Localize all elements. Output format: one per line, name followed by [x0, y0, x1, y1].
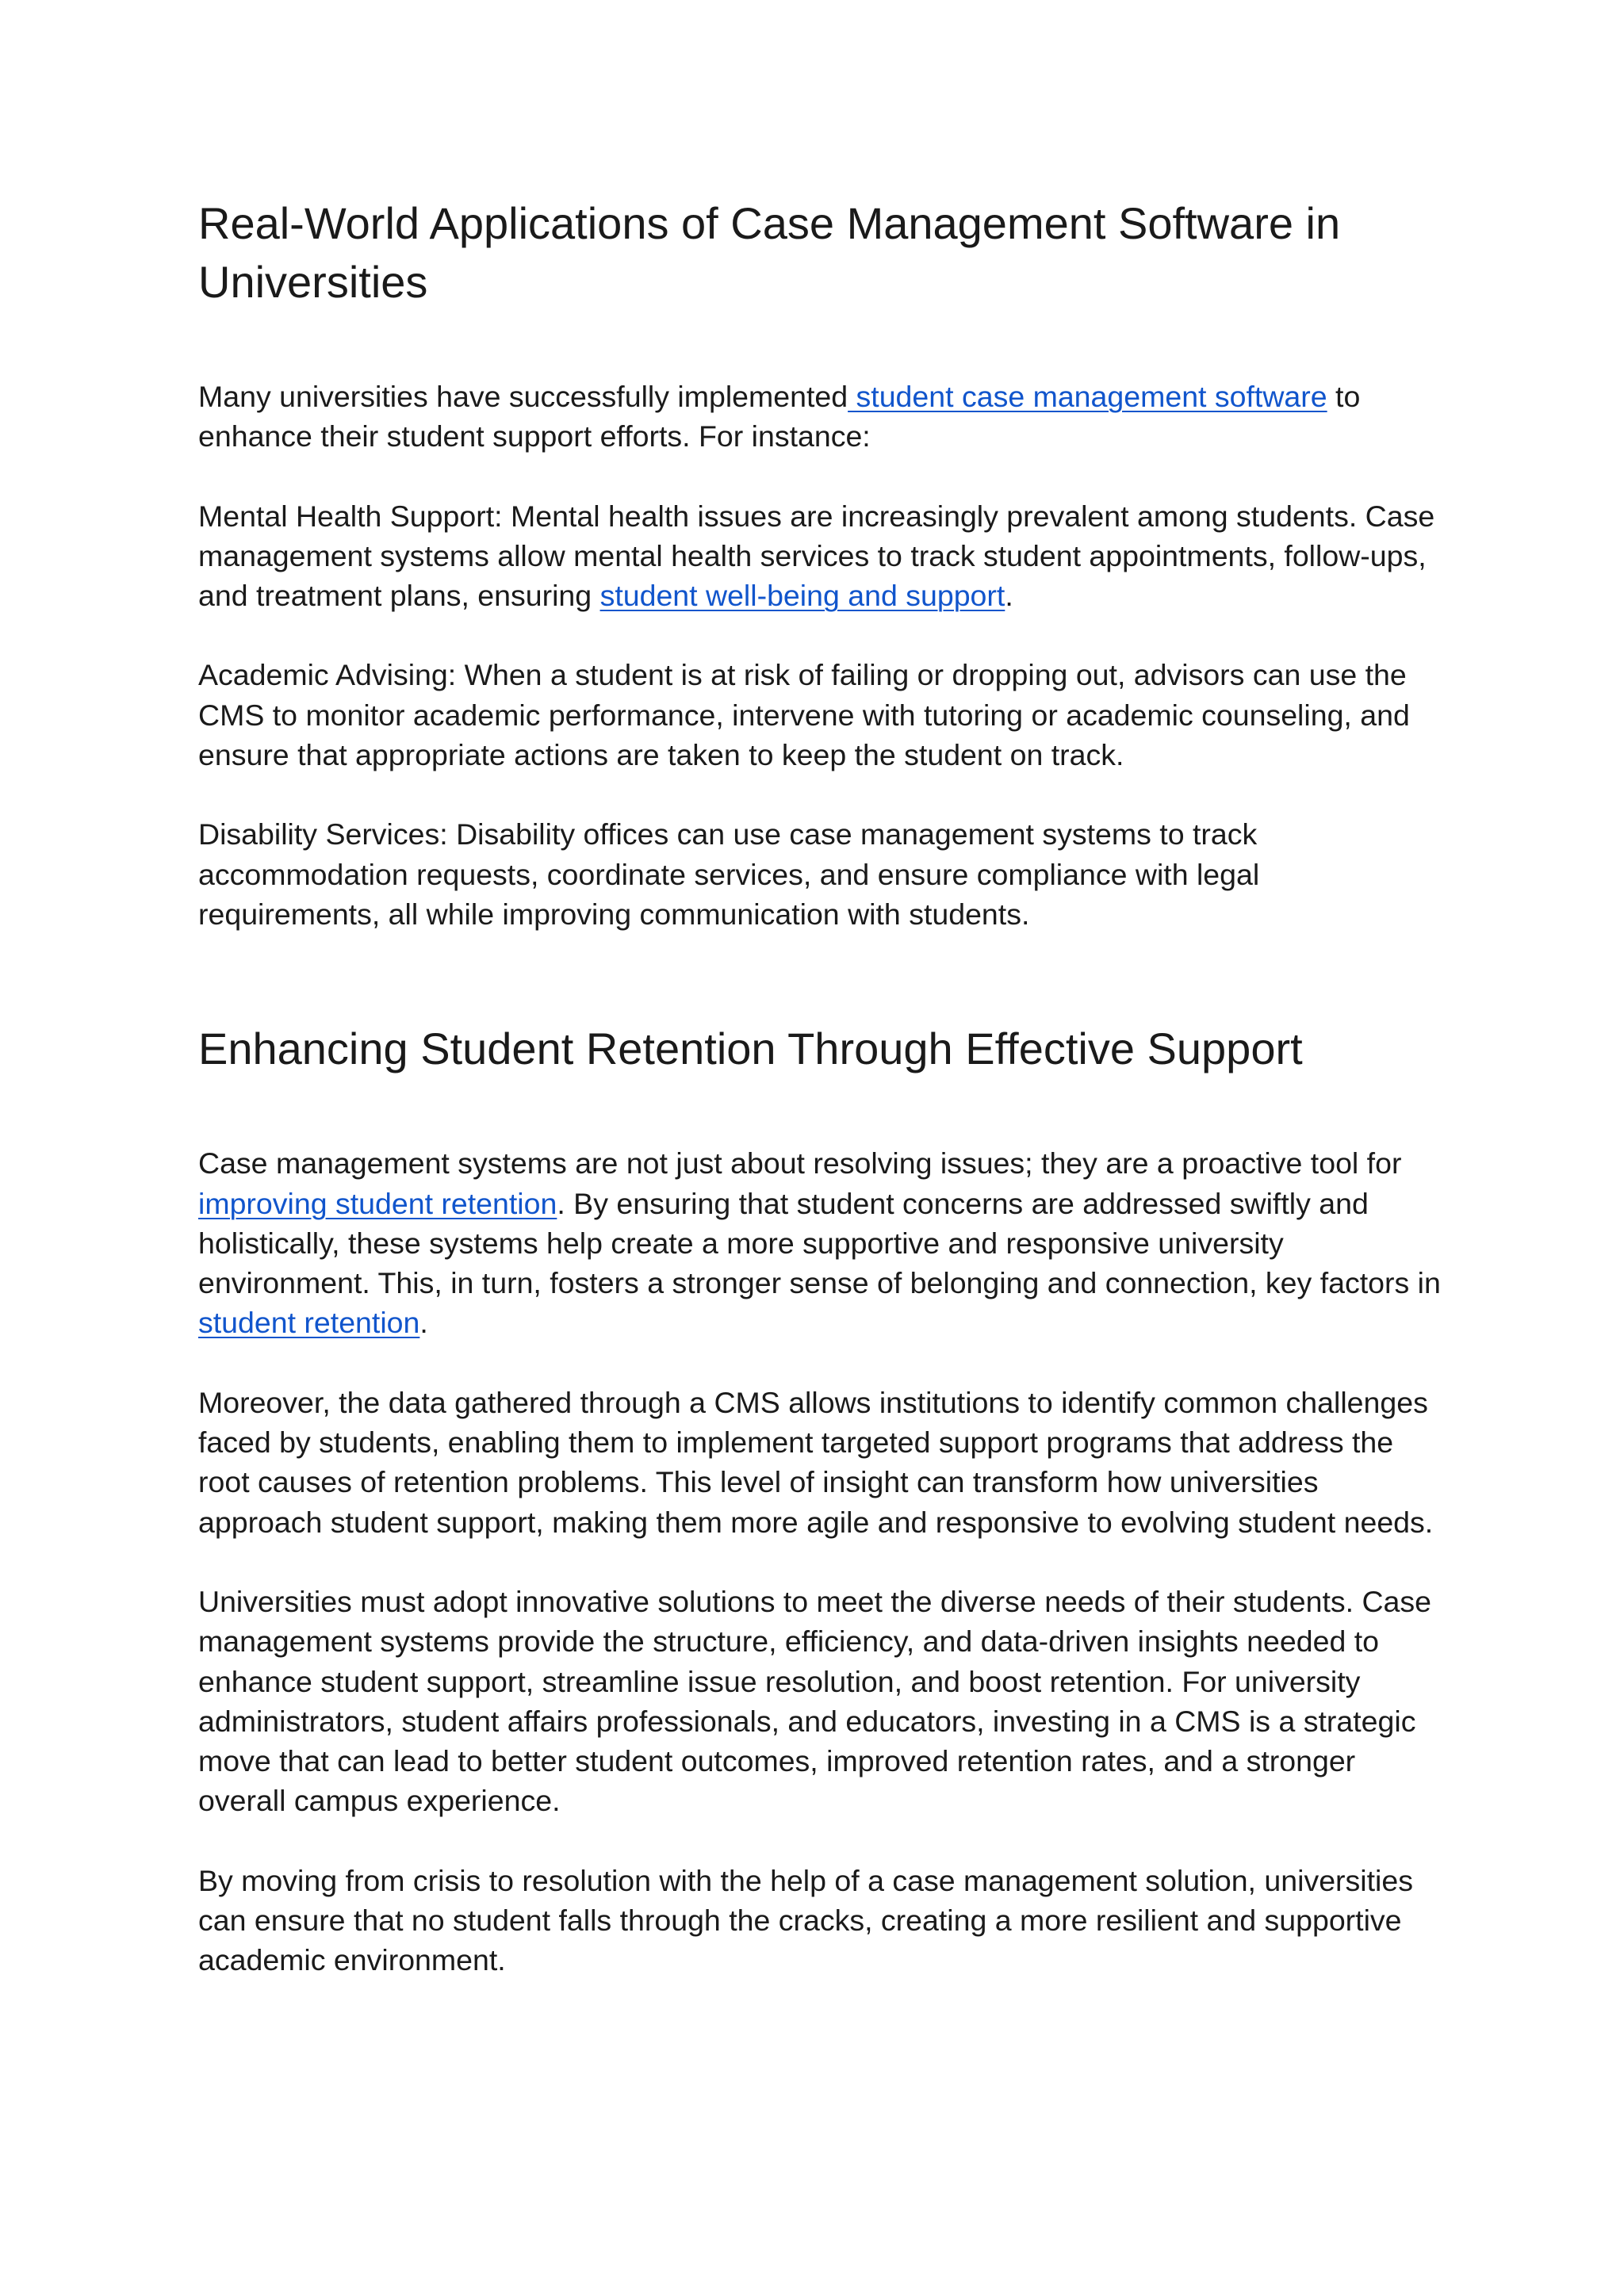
intro-text-end: to enhance their student support efforts. For instance:	[198, 380, 1361, 453]
section-heading-retention: Enhancing Student Retention Through Effective Support	[198, 1024, 1303, 1074]
data-insights-paragraph: Moreover, the data gathered through a CMS allows institutions to identify common challenges faced by students, enabling them to implement targeted support programs that address the root causes of retention problems. This level of insight can transform how universities approach student support, making them more agile and responsive to evolving student needs.	[198, 1385, 1434, 1539]
retention-text-middle: . By ensuring that student concerns are addressed swiftly and holistically, these systems help create a more supportive and responsive university environment. This, in turn, fosters a stronger sense of belonging and connection, key factors in	[198, 1186, 1441, 1300]
academic-advising-paragraph: Academic Advising: When a student is at risk of failing or dropping out, advisors can use the CMS to monitor academic performance, intervene with tutoring or academic counseling, and ensure that appropriate actions are taken to keep the student on track.	[198, 658, 1410, 772]
intro-text: Many universities have successfully implemented	[198, 380, 848, 413]
section-heading-applications: Real-World Applications of Case Management Software in Universities	[198, 198, 1341, 307]
retention-paragraph	[198, 1143, 1443, 1342]
intro-paragraph	[198, 377, 1443, 457]
conclusion-paragraph: By moving from crisis to resolution with the help of a case management solution, universities can ensure that no student falls through the cracks, creating a more resilient and supportive academic environment.	[198, 1863, 1413, 1977]
retention-text: Case management systems are not just about resolving issues; they are a proactive tool for	[198, 1146, 1402, 1181]
mental-health-text-end: .	[1005, 579, 1013, 613]
document-page	[198, 0, 1443, 1980]
retention-text-end: .	[419, 1306, 428, 1340]
mental-health-paragraph	[198, 496, 1443, 616]
innovative-solutions-paragraph: Universities must adopt innovative solutions to meet the diverse needs of their students. Case management systems provide the structure, efficiency, and data-driven insights needed to enhance student support, streamline issue resolution, and boost retention. For university administrators, student affairs professionals, and educators, investing in a CMS is a strategic move that can lead to better student outcomes, improved retention rates, and a stronger overall campus experience.	[198, 1584, 1431, 1818]
link-student-well-being[interactable]: student well-being and support	[599, 579, 1005, 613]
disability-services-paragraph: Disability Services: Disability offices can use case management systems to track accommodation requests, coordinate services, and ensure compliance with legal requirements, all while improving communication with students.	[198, 817, 1260, 931]
mental-health-text: Mental Health Support: Mental health issues are increasingly prevalent among students. Case management systems allow mental health services to track student appointments, follow-ups, and treatment plans, ensuring	[198, 499, 1435, 613]
link-improving-student-retention[interactable]: improving student retention	[198, 1186, 557, 1220]
link-student-case-management-software[interactable]: student case management software	[848, 380, 1327, 413]
link-student-retention[interactable]: student retention	[198, 1306, 420, 1340]
